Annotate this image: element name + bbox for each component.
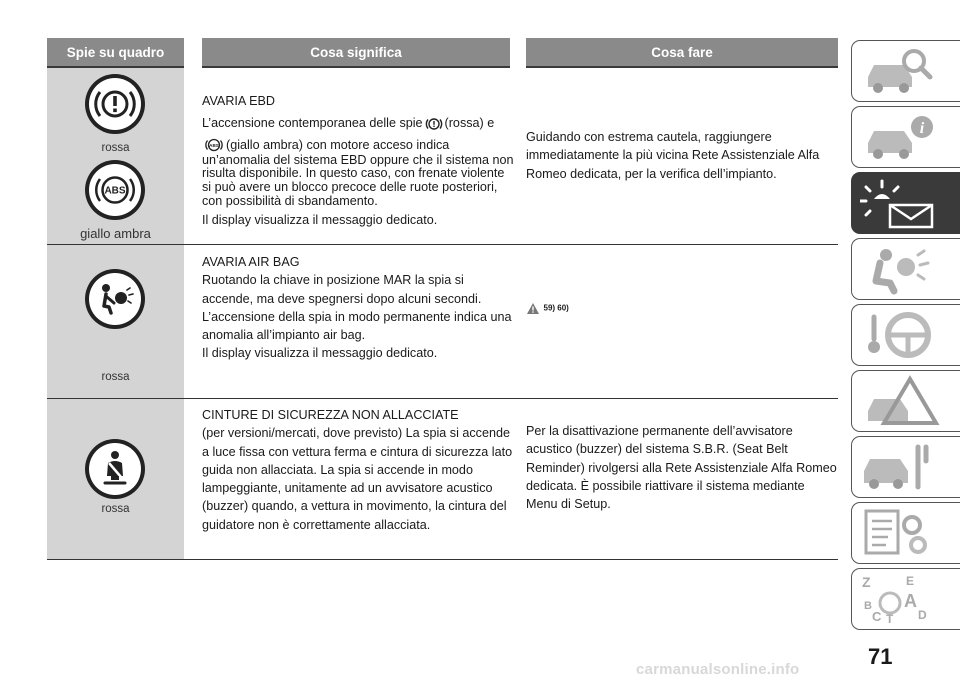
table-row [47, 399, 838, 560]
meaning-cell [202, 253, 514, 363]
steering-key-icon [860, 309, 940, 361]
warning-title: CINTURE DI SICUREZZA NON ALLACCIATE [202, 408, 459, 422]
svg-text:T: T [886, 612, 894, 625]
footer-watermark: carmanualsonline.info [636, 661, 800, 678]
abs-icon [85, 160, 145, 220]
tab-technical-data[interactable] [851, 502, 960, 564]
brake-warning-icon [425, 116, 443, 132]
svg-text:ABS: ABS [104, 185, 126, 197]
table-header [47, 38, 838, 68]
technical-data-icon [860, 507, 940, 559]
car-emergency-icon [860, 375, 940, 427]
tab-maintenance[interactable] [851, 436, 960, 498]
table-row [47, 68, 838, 245]
icon-cell [47, 68, 184, 244]
tab-index[interactable] [851, 568, 960, 630]
warning-title: AVARIA EBD [202, 94, 276, 108]
tab-emergency[interactable] [851, 370, 960, 432]
column-header-meaning: Cosa significa [202, 38, 510, 68]
svg-text:C: C [872, 609, 882, 624]
action-cell [526, 299, 838, 318]
airbag-warning-icon [85, 269, 145, 329]
svg-text:i: i [919, 120, 925, 137]
meaning-line: ABS (giallo ambra) con motore acceso indica [202, 136, 514, 154]
tab-car-info[interactable] [851, 106, 960, 168]
tab-seat-safety[interactable] [851, 238, 960, 300]
tab-starting-driving[interactable] [851, 304, 960, 366]
svg-text:B: B [864, 600, 872, 612]
icon-color-label: rossa [101, 503, 130, 515]
car-service-icon [860, 441, 940, 493]
svg-text:Z: Z [862, 574, 871, 590]
meaning-body: Ruotando la chiave in posizione MAR la spia si accende, ma deve spegnersi dopo alcuni secondi. L’accensione della spia in modo permanente indica una anomalia all’impianto air bag. [202, 273, 512, 343]
seat-airbag-icon [860, 243, 940, 295]
meaning-body: (per versioni/mercati, dove previsto) La spia si accende a luce fissa con vettura ferma e cintura di sicurezza lato guida non allacciata. La spia si accende in modo lampeggiante, unitamente ad un avvisatore acustico (buzzer) quando, a vettura in movimento, la cintura del guidatore non è correttamente allacciata. [202, 426, 513, 532]
warning-title: AVARIA AIR BAG [202, 255, 300, 269]
icon-cell [47, 245, 184, 398]
column-header-lights: Spie su quadro [47, 38, 184, 68]
page-number: 71 [868, 644, 893, 669]
meaning-body: un’anomalia del sistema EBD oppure che il sistema non risulta disponibile. In questo caso, con frenate violente si può avere un blocco precoce delle ruote posteriori, con possibilità di sbandamento. [202, 152, 514, 208]
car-info-icon [860, 111, 940, 163]
table-row [47, 245, 838, 399]
warning-references: 59) 60) [543, 303, 569, 313]
column-header-action: Cosa fare [526, 38, 838, 68]
warning-triangle-icon [526, 302, 540, 315]
meaning-display: Il display visualizza il messaggio dedicato. [202, 213, 438, 228]
action-cell: Guidando con estrema cautela, raggiungere immediatamente la più vicina Rete Assistenziale Alfa Romeo dedicata, per la verifica dell’impianto. [526, 130, 820, 181]
meaning-cell [202, 406, 514, 534]
meaning-line: L’accensione contemporanea delle spie (rossa) e [202, 116, 495, 131]
svg-text:ABS: ABS [209, 143, 219, 149]
alphabetical-index-icon [860, 573, 940, 625]
action-cell: Per la disattivazione permanente dell’avvisatore acustico (buzzer) del sistema S.B.R. (Seat Belt Reminder) rivolgersi alla Rete Assistenziale Alfa Romeo dedicata. È possibile riattivare il sistema mediante Menu di Setup. [526, 424, 837, 512]
icon-color-label: rossa [101, 371, 130, 383]
icon-cell [47, 399, 184, 559]
meaning-display: Il display visualizza il messaggio dedicato. [202, 346, 438, 361]
meaning-cell [202, 92, 514, 230]
icon-color-label: rossa [101, 142, 130, 154]
seat-belt-warning-icon [85, 439, 145, 499]
abs-icon [204, 137, 224, 153]
svg-text:A: A [904, 591, 917, 611]
warning-light-message-icon [860, 177, 940, 229]
svg-text:D: D [918, 608, 927, 622]
car-search-icon [860, 45, 940, 97]
tab-car-search[interactable] [851, 40, 960, 102]
icon-color-label: giallo ambra [80, 226, 151, 241]
brake-warning-icon [85, 74, 145, 134]
tab-warning-lights[interactable] [851, 172, 960, 234]
svg-text:E: E [906, 574, 915, 588]
